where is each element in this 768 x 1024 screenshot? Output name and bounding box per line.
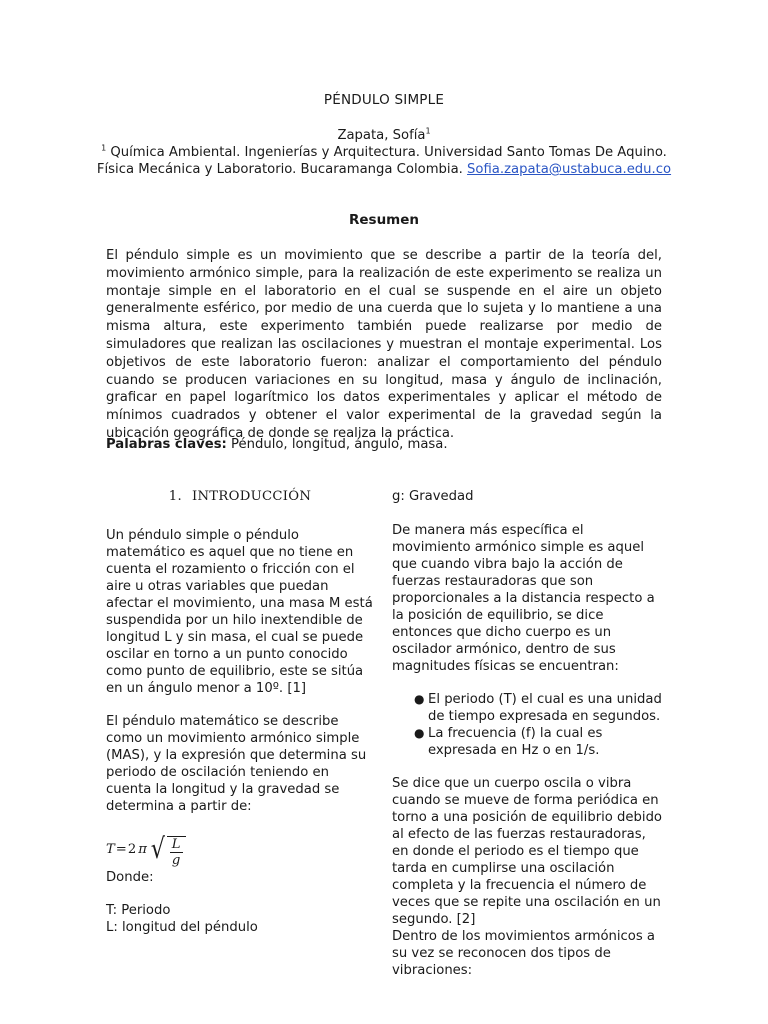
paper-title: PÉNDULO SIMPLE [323,92,445,108]
formula-numerator: L [171,837,181,852]
author-email-link[interactable]: Sofia.zapata@ustabuca.edu.co [467,162,672,177]
definition-t: T: Periodo [106,903,171,918]
section-number: 1. [168,489,182,504]
formula-coefficient: 2 [127,841,137,857]
definition-g: g: Gravedad [392,489,474,504]
formula-lhs: T [106,841,115,857]
author-name: Zapata, Sofía [337,128,426,143]
formula-fraction [167,836,186,868]
abstract-text: El péndulo simple es un movimiento que se describe a partir de la teoría del, movimiento armónico simple, para la realización de este experimento se realiza un montaje simple en el laboratorio en el cual se suspende en el aire un objeto generalmente esférico, por medio de una cuerda que lo sujeta y lo mantiene a una misma altura, este experimento también puede realizarse por medio de simuladores que realizan las oscilaciones y muestran el montaje experimental. Los objetivos de este laboratorio fueron: analizar el comportamiento del péndulo cuando se producen variaciones en su longitud, masa y ángulo de inclinación, graficar en papel logarítmico los datos experimentales y aplicar el método de mínimos cuadrados y obtener el valor experimental de la gravedad según la ubicación geográfica de donde se realiza la práctica. [106,248,662,441]
intro-paragraph-2: El péndulo matemático se describe como un movimiento armónico simple (MAS), y la expresión que determina su periodo de oscilación teniendo en cuenta la longitud y la gravedad se determina a partir de: [106,714,367,814]
left-column [106,486,374,936]
affiliation-text-1: Química Ambiental. Ingenierías y Arquitectura. Universidad Santo Tomas De Aquino. [110,145,667,160]
author-superscript: 1 [425,126,431,136]
keywords-label: Palabras claves: [106,437,227,452]
right-column [392,486,664,979]
author-line [90,127,678,144]
bullet-icon: ● [414,726,425,740]
period-formula [106,829,374,869]
keywords-line [106,436,662,453]
list-item-text: La frecuencia (f) la cual es expresada en Hz o en 1/s. [428,726,603,758]
keywords-text: Péndulo, longitud, ángulo, masa. [231,437,448,452]
affiliation-line-2 [90,161,678,178]
section-title: INTRODUCCIÓN [191,489,312,504]
right-paragraph-3: Dentro de los movimientos armónicos a su vez se reconocen dos tipos de vibraciones: [392,929,655,978]
formula-pi: π [138,841,147,857]
list-item [392,691,664,725]
formula-equals: = [115,841,127,857]
magnitudes-list [392,691,664,759]
list-item-text: El periodo (T) el cual es una unidad de tiempo expresada en segundos. [428,692,662,724]
formula-sqrt-icon: √ [150,832,165,865]
formula-denominator: g [171,853,181,868]
abstract-heading: Resumen [348,212,420,228]
right-paragraph-1: De manera más específica el movimiento armónico simple es aquel que cuando vibra bajo la acción de fuerzas restauradoras que son proporcionales a la distancia respecto a la posición de equilibrio, se dice entonces que dicho cuerpo es un oscilador armónico, dentro de sus magnitudes físicas se encuentran: [392,523,655,674]
author-block [90,127,678,178]
definition-l: L: longitud del péndulo [106,920,258,935]
list-item [392,725,664,759]
section-heading-introduccion [106,488,374,505]
affiliation-text-2: Física Mecánica y Laboratorio. Bucaramanga Colombia. [96,162,463,177]
right-paragraph-2: Se dice que un cuerpo oscila o vibra cuando se mueve de forma periódica en torno a una posición de equilibrio debido al efecto de las fuerzas restauradoras, en donde el periodo es el tiempo que tarda en cumplirse una oscilación completa y la frecuencia el número de veces que se repite una oscilación en un segundo. [2] [392,776,663,927]
bullet-icon: ● [414,692,425,706]
affiliation-superscript: 1 [101,143,107,153]
affiliation-line-1 [90,144,678,161]
intro-paragraph-1: Un péndulo simple o péndulo matemático es aquel que no tiene en cuenta el rozamiento o fricción con el aire u otras variables que puedan afectar el movimiento, una masa M está suspendida por un hilo inextendible de longitud L y sin masa, el cual se puede oscilar en torno a un punto conocido como punto de equilibrio, este se sitúa en un ángulo menor a 10º. [1] [106,528,373,696]
donde-label: Donde: [106,870,154,885]
